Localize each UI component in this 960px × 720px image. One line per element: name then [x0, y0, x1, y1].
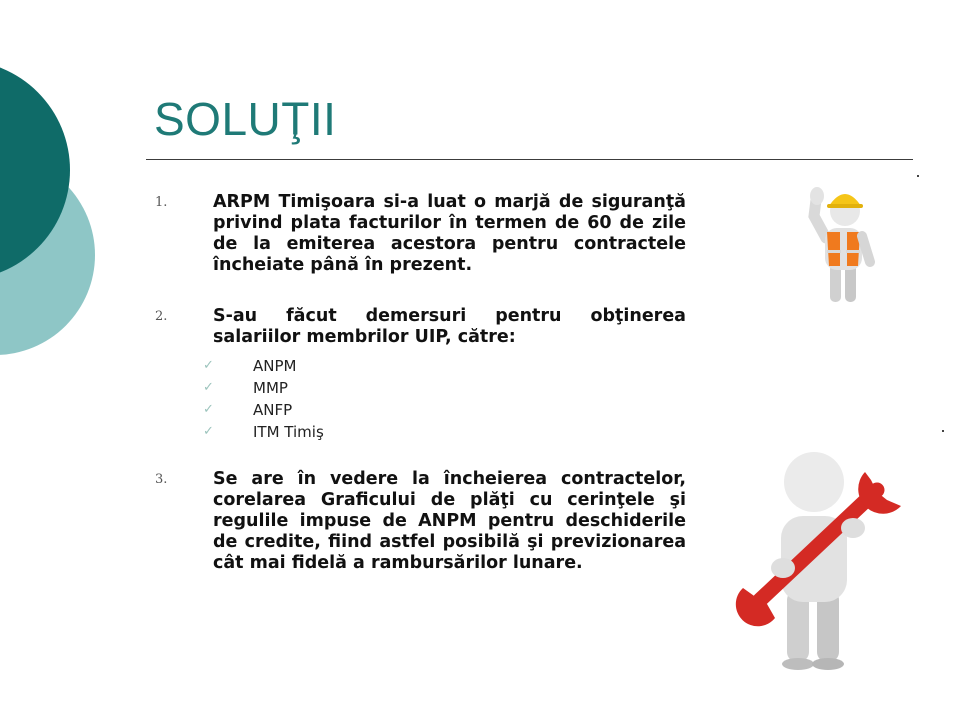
institutions-sublist [203, 355, 686, 443]
checkmark-icon: ✓ [203, 380, 214, 395]
decorative-circles [0, 0, 140, 420]
item-number: 3. [155, 472, 168, 487]
slide-title: SOLUŢII [154, 93, 337, 145]
title-divider [146, 159, 913, 160]
image-dot [917, 175, 919, 177]
item-text: Se are în vedere la încheierea contractelor, corelarea Graficului de plăţi cu cerinţele şi regulile impuse de ANPM pentru deschiderile de credite, fiind astfel posibilă şi previzionarea cât mai fidelă a rambursărilor lunare. [213, 469, 686, 573]
item-text: ARPM Timişoara si-a luat o marjă de siguranţă privind plata facturilor în termen de 60 de zile de la emiterea acestora pentru contractele încheiate până în prezent. [213, 192, 686, 275]
sublist-item: ✓ MMP [203, 379, 288, 397]
construction-worker-illustration [800, 176, 890, 310]
list-item [150, 306, 686, 443]
item-number: 2. [155, 309, 168, 324]
solutions-list [150, 192, 686, 574]
list-item [150, 469, 686, 574]
sublist-item: ✓ ITM Timiş [203, 423, 324, 441]
list-item [150, 192, 686, 276]
item-number: 1. [155, 195, 168, 210]
sublist-item: ✓ ANPM [203, 357, 297, 375]
wrench-figure-illustration [705, 440, 943, 672]
image-dot [942, 430, 944, 432]
checkmark-icon: ✓ [203, 402, 214, 417]
item-text: S-au făcut demersuri pentru obţinerea salariilor membrilor UIP, către: [213, 306, 686, 347]
checkmark-icon: ✓ [203, 424, 214, 439]
checkmark-icon: ✓ [203, 358, 214, 373]
sublist-item: ✓ ANFP [203, 401, 293, 419]
